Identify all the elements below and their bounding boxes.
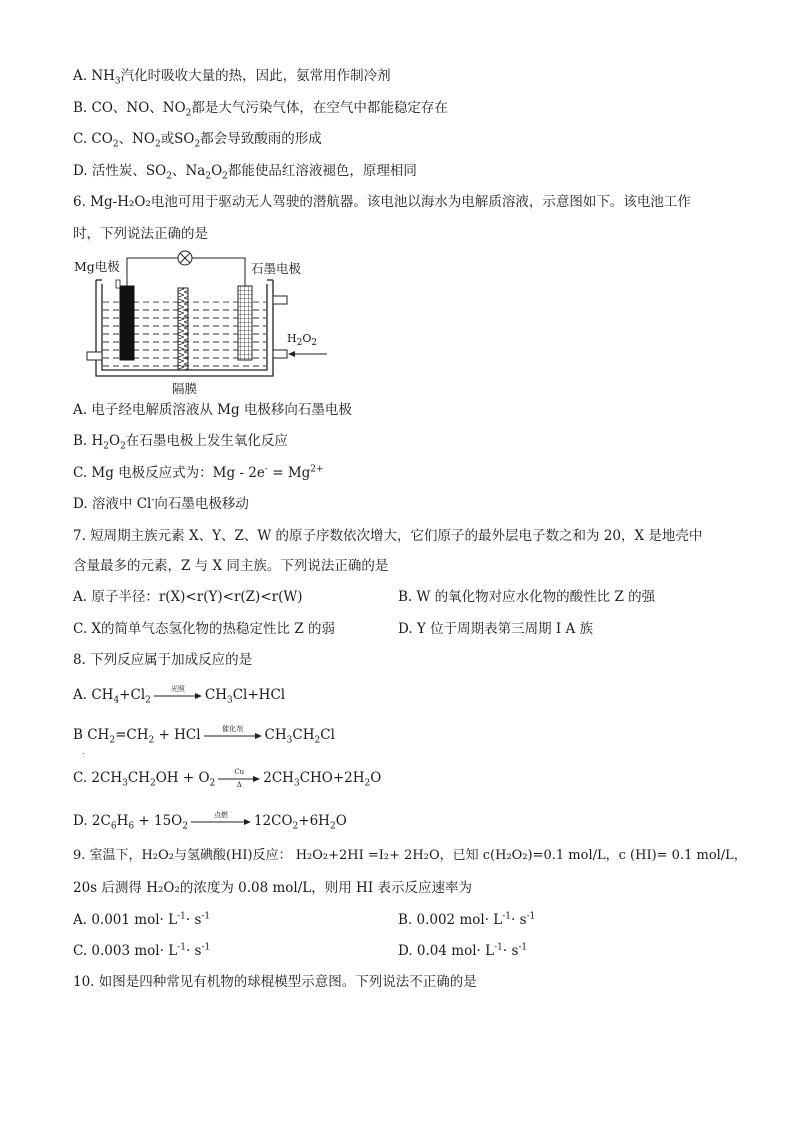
q6-stem-line1: 6. Mg-H₂O₂电池可用于驱动无人驾驶的潜航器。该电池以海水为电解质溶液，示意图如下。该电池工作 — [73, 194, 691, 210]
q9-stem-line1: 9. 室温下，H₂O₂与氢碘酸(HI)反应： H₂O₂+2HI =I₂+ 2H₂O，已知 c(H₂O₂)=0.1 mol/L，c (HI)= 0.1 mol/L， — [73, 848, 747, 863]
q6-option-c: C. Mg 电极反应式为：$Mg - 2e^- = Mg^{2+}$ — [73, 464, 324, 481]
stray-dot: . — [82, 747, 85, 756]
q7-stem-line1: 7. 短周期主族元素 X、Y、Z、W 的原子序数依次增大，它们原子的最外层电子数之和为 20，X 是地壳中 — [73, 528, 703, 544]
reaction-arrow: Cu Δ — [217, 770, 261, 788]
q7-stem-line2: 含量最多的元素，Z 与 X 同主族。下列说法正确的是 — [73, 558, 389, 574]
q9-option-a: A. 0.001 $mol\cdot L^{-1}\cdot s^{-1}$ — [73, 911, 211, 928]
q7-option-a: A. 原子半径：r(X)<r(Y)<r(Z)<r(W) — [73, 589, 303, 605]
q8-option-b: B $CH_2=CH_2$ + HCl 催化剂 $CH_3CH_2Cl$ — [73, 724, 335, 746]
q10-stem: 10. 如图是四种常见有机物的球棍模型示意图。下列说法不正确的是 — [73, 974, 477, 990]
q9-stem-line2: 20s 后测得 H₂O₂的浓度为 0.08 mol/L，则用 HI 表示反应速率为 — [73, 880, 472, 896]
q5-option-a: A. $NH_3$汽化时吸收大量的热，因此，氨常用作制冷剂 — [73, 68, 391, 87]
q7-option-c: C. X的简单气态氢化物的热稳定性比 Z 的弱 — [73, 621, 336, 637]
q6-option-b: B. $H_2O_2$在石墨电极上发生氧化反应 — [73, 433, 288, 452]
mg-electrode-label: Mg电极 — [74, 259, 120, 274]
q7-option-d: D. Y 位于周期表第三周期 I A 族 — [398, 621, 594, 637]
q9-option-c: C. 0.003 $mol\cdot L^{-1}\cdot s^{-1}$ — [73, 942, 211, 959]
q7-option-b: B. W 的氧化物对应水化物的酸性比 Z 的强 — [398, 589, 656, 605]
q8-option-d: D. $2C_6H_6 + 15O_2$ 点燃 $12CO_2+6H_2O$ — [73, 810, 347, 832]
q5-option-c: C. $CO_2$、$NO_2$或$SO_2$都会导致酸雨的形成 — [73, 131, 322, 150]
q9-option-b: B. 0.002 $mol\cdot L^{-1}\cdot s^{-1}$ — [398, 911, 536, 928]
battery-diagram — [72, 250, 332, 398]
q6-stem-line2: 时，下列说法正确的是 — [73, 226, 208, 242]
q8-option-c: C. $2CH_3CH_2OH + O_2$ Cu Δ $2CH_3CHO+2H_2O$ — [73, 767, 382, 789]
graphite-electrode-label: 石墨电极 — [251, 261, 302, 276]
q5-option-b: B. CO、NO、$NO_2$都是大气污染气体，在空气中都能稳定存在 — [73, 100, 448, 119]
membrane-label: 隔膜 — [172, 381, 198, 396]
q6-option-a: A. 电子经电解质溶液从 Mg 电极移向石墨电极 — [73, 402, 352, 418]
q9-option-d: D. 0.04 $mol\cdot L^{-1}\cdot s^{-1}$ — [398, 942, 528, 959]
q8-option-a: A. $CH_4+Cl_2$ 光照 $CH_3Cl+HCl$ — [73, 684, 286, 706]
reaction-arrow: 光照 — [153, 687, 203, 705]
q5-option-d: D. 活性炭、$SO_2$、$Na_2O_2$都能使品红溶液褪色，原理相同 — [73, 163, 417, 182]
reaction-arrow: 催化剂 — [203, 727, 263, 745]
h2o2-label: $H_2O_2$ — [287, 332, 318, 349]
reaction-arrow: 点燃 — [190, 813, 252, 831]
q6-option-d: D. 溶液中 Cl-向石墨电极移动 — [73, 495, 249, 512]
bulb-icon — [178, 251, 192, 265]
q8-stem: 8. 下列反应属于加成反应的是 — [73, 652, 253, 668]
